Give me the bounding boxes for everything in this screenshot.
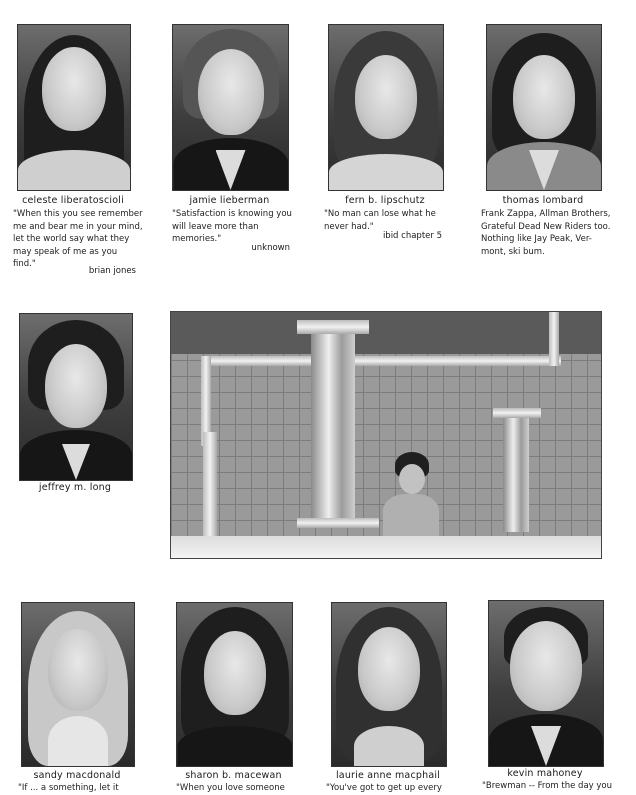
student-name: thomas lombard (502, 195, 584, 206)
portrait-photo (21, 602, 135, 767)
portrait-photo (17, 24, 131, 191)
portrait-photo (488, 600, 604, 767)
left-shower-post (203, 432, 217, 536)
face (45, 344, 107, 428)
student-name: jeffrey m. long (38, 482, 112, 493)
shoulders (177, 726, 292, 766)
portrait-photo (172, 24, 289, 191)
student-quote: Frank Zappa, Allman Brothers, Grateful Dead New Riders too. Nothing like Jay Peak, Ver- mont, ski bum. (481, 209, 611, 257)
student-quote: "When this you see remember me and bear me in your mind, let the world say what they may speak of me as you find." (13, 209, 143, 269)
ceiling (171, 312, 601, 354)
face (510, 621, 582, 711)
face (399, 464, 425, 494)
student-quote: "You've got to get up every (326, 783, 442, 793)
portrait-photo (486, 24, 602, 191)
student-name: fern b. lipschutz (345, 195, 425, 206)
face (358, 627, 420, 711)
portrait-photo (19, 313, 133, 481)
center-shower-column (311, 326, 355, 526)
face (204, 631, 266, 715)
torso (383, 494, 439, 536)
column-cap (493, 408, 541, 418)
portrait-photo (331, 602, 447, 767)
face (198, 49, 264, 135)
column-base (297, 518, 379, 528)
quote-attribution: unknown (251, 243, 290, 253)
shoulders (329, 154, 443, 190)
shoulders (354, 726, 424, 766)
portrait-photo (328, 24, 444, 191)
student-name: kevin mahoney (507, 768, 583, 779)
shower-room-photo (170, 311, 602, 559)
student-name: celeste liberatoscioli (22, 195, 124, 206)
shoulders (48, 716, 108, 766)
student-quote: "When you love someone (176, 783, 285, 793)
shoulders (18, 150, 130, 190)
face (42, 47, 106, 131)
student-name: sharon b. macewan (185, 770, 282, 781)
overhead-pipe (201, 356, 561, 366)
student-name: jamie lieberman (189, 195, 270, 206)
face (355, 55, 417, 139)
right-shower-column (503, 412, 529, 532)
face (48, 629, 108, 711)
person-in-shower (383, 452, 439, 536)
face (513, 55, 575, 139)
student-quote: "No man can lose what he never had." (324, 209, 436, 232)
portrait-photo (176, 602, 293, 767)
quote-attribution: ibid chapter 5 (382, 231, 442, 241)
column-cap (297, 320, 369, 334)
student-quote: "Satisfaction is knowing you will leave more than memories." (172, 209, 292, 244)
quote-attribution: brian jones (88, 266, 136, 276)
shower-ledge (171, 536, 601, 558)
student-name: laurie anne macphail (335, 770, 441, 781)
student-quote: "If ... a something, let it (18, 783, 119, 793)
student-quote: "Brewman -- From the day you (482, 781, 613, 791)
vertical-pipe (549, 312, 559, 366)
student-name: sandy macdonald (33, 770, 121, 781)
